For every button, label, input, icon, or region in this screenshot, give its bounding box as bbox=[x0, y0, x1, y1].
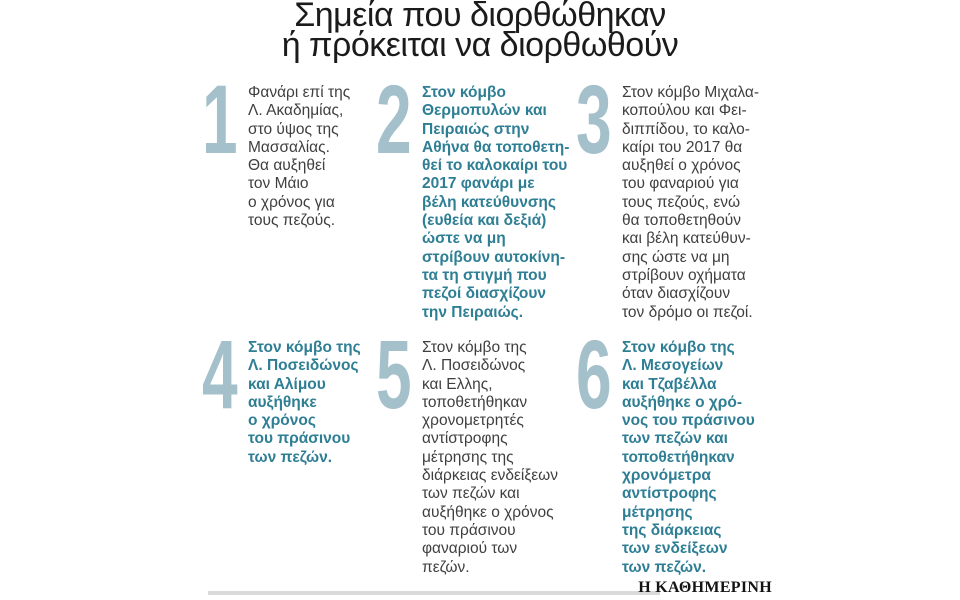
item-3-text: Στον κόμβο Μιχαλα- κοπούλου και Φει- διππίδου, το καλο- καίρι του 2017 θα αυξηθεί ο χρόνος του φαναριού για τους πεζούς, ενώ θα τοποθετηθούν και βέλη κατεύθυν- σης ώστε να μη στρίβουν οχήματα όταν διασχίζουν τον δρόμο οι πεζοί. bbox=[622, 84, 760, 321]
list-item-6 bbox=[576, 320, 790, 577]
footer-rule bbox=[208, 591, 660, 595]
list-item-2 bbox=[376, 65, 590, 322]
item-4-text: Στον κόμβο της Λ. Ποσειδώνος και Αλίμου αυξήθηκε ο χρόνος του πράσινου των πεζών. bbox=[248, 339, 361, 466]
item-2-text: Στον κόμβο Θερμοπυλών και Πειραιώς στην Αθήνα θα τοποθετη- θεί το καλοκαίρι του 2017 φανάρι με βέλη κατεύθυνσης (ευθεία και δεξιά) ώστε να μη στρίβουν αυτοκίνη- τα τη στιγμή που πεζοί διασχίζουν την Πειραιώς. bbox=[422, 84, 570, 321]
newspaper-logo: Η ΚΑΘΗΜΕΡΙΝΗ bbox=[638, 579, 772, 596]
list-item-3 bbox=[576, 65, 790, 322]
item-5-text: Στον κόμβο της Λ. Ποσειδώνος και Ελλης, τοποθετήθηκαν χρονομετρητές αντίστροφης μέτρησης της διάρκειας ενδείξεων των πεζών και αυξήθηκε ο χρόνος του πράσινου φαναριού των πεζών. bbox=[422, 339, 559, 576]
page-title: Σημεία που διορθώθηκαν ή πρόκειται να διορθωθούν bbox=[281, 0, 679, 64]
item-1-text: Φανάρι επί της Λ. Ακαδημίας, στο ύψος της Μασσαλίας. Θα αυξηθεί τον Μάιο ο χρόνος για τους πεζούς. bbox=[248, 84, 351, 230]
item-1-number: 1 bbox=[202, 65, 238, 174]
item-5-number: 5 bbox=[376, 320, 412, 429]
item-3-number: 3 bbox=[576, 65, 612, 174]
item-4-number: 4 bbox=[202, 320, 238, 429]
item-2-number: 2 bbox=[376, 65, 412, 174]
list-item-5 bbox=[376, 320, 590, 577]
item-6-number: 6 bbox=[576, 320, 612, 429]
item-6-text: Στον κόμβο της Λ. Μεσογείων και Τζαβέλλα αυξήθηκε ο χρό- νος του πράσινου των πεζών και τοποθετήθηκαν χρονόμετρα αντίστροφης μέτρησης της διάρκειας των ενδείξεων των πεζών. bbox=[622, 339, 755, 576]
